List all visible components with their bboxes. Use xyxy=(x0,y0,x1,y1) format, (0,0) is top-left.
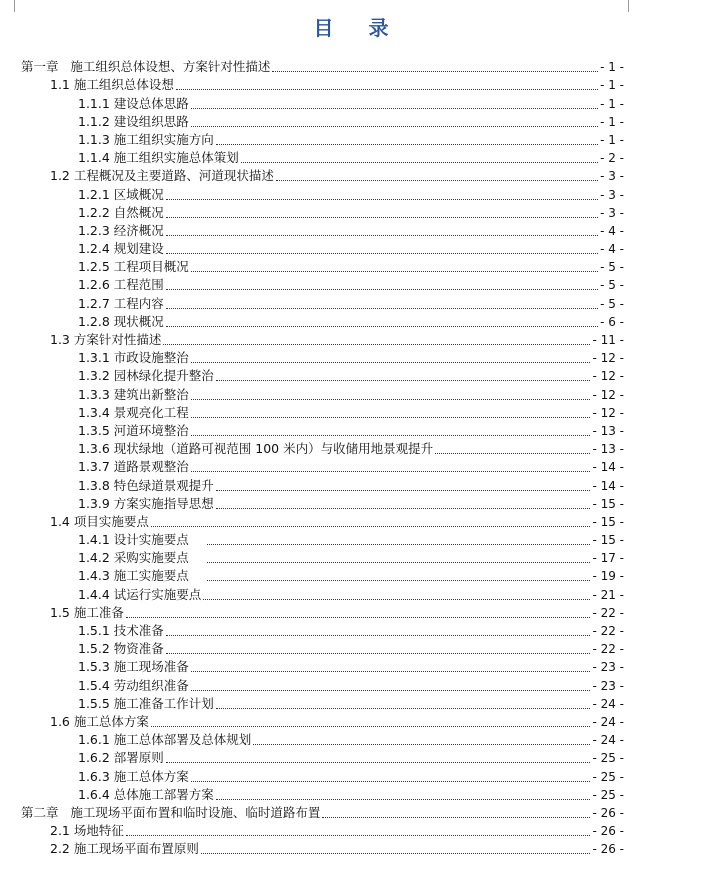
toc-page-number: - 1 - xyxy=(600,132,624,147)
toc-page-number: - 23 - xyxy=(592,660,624,675)
toc-page-number: - 25 - xyxy=(592,751,624,766)
toc-page-number: - 24 - xyxy=(592,696,624,711)
toc-page-number: - 23 - xyxy=(592,678,624,693)
toc-entry-text: 1.3.3 建筑出新整治 xyxy=(78,386,189,402)
toc-dot-leader xyxy=(435,453,590,454)
toc-entry-text: 第二章 施工现场平面布置和临时设施、临时道路布置 xyxy=(21,804,321,820)
toc-entry-text: 1.2.4 规划建设 xyxy=(78,241,164,257)
page-title: 目 录 xyxy=(313,16,403,40)
toc-entry-text: 1.2.1 区域概况 xyxy=(78,186,164,202)
toc-entry-text: 1.4.2 采购实施要点 xyxy=(78,550,205,566)
toc-page-number: - 26 - xyxy=(592,842,624,857)
toc-chapter-entry[interactable] xyxy=(0,804,702,822)
toc-page-number: - 5 - xyxy=(600,278,624,293)
toc-subsection-entry[interactable] xyxy=(0,294,702,312)
toc-dot-leader xyxy=(166,653,591,654)
toc-dot-leader xyxy=(191,671,591,672)
toc-page-number: - 6 - xyxy=(600,314,624,329)
toc-entry-text: 1.3.7 道路景观整治 xyxy=(78,459,189,475)
toc-dot-leader xyxy=(191,435,591,436)
toc-entry-text: 1.4 项目实施要点 xyxy=(50,513,149,529)
toc-entry-text: 1.2.5 工程项目概况 xyxy=(78,259,189,275)
toc-dot-leader xyxy=(216,380,591,381)
toc-dot-leader xyxy=(216,799,591,800)
toc-dot-leader xyxy=(126,617,591,618)
toc-section-entry[interactable] xyxy=(0,840,702,858)
toc-page-number: - 5 - xyxy=(600,296,624,311)
toc-entry-text: 1.1.3 施工组织实施方向 xyxy=(78,131,214,147)
toc-subsection-entry[interactable] xyxy=(0,476,702,494)
toc-dot-leader xyxy=(191,399,591,400)
toc-entry-text: 1.1 施工组织总体设想 xyxy=(50,77,174,93)
toc-dot-leader xyxy=(166,235,598,236)
toc-subsection-entry[interactable] xyxy=(0,422,702,440)
toc-page-number: - 15 - xyxy=(592,496,624,511)
toc-dot-leader xyxy=(166,199,598,200)
toc-entry-text: 1.2.7 工程内容 xyxy=(78,295,164,311)
toc-page-number: - 22 - xyxy=(592,605,624,620)
toc-subsection-entry[interactable] xyxy=(0,258,702,276)
toc-page-number: - 26 - xyxy=(592,824,624,839)
toc-subsection-entry[interactable] xyxy=(0,786,702,804)
page-corner-mark-left xyxy=(14,0,15,12)
toc-page-number: - 22 - xyxy=(592,624,624,638)
toc-entry-text: 1.3.6 现状绿地（道路可视范围 100 米内）与收储用地景观提升 xyxy=(78,441,434,457)
toc-subsection-entry[interactable] xyxy=(0,495,702,513)
toc-section-entry[interactable] xyxy=(0,331,702,349)
toc-page-number: - 15 - xyxy=(592,514,624,529)
toc-subsection-entry[interactable] xyxy=(0,549,702,567)
toc-page-number: - 13 - xyxy=(592,423,624,438)
toc-dot-leader xyxy=(166,326,598,327)
table-of-contents xyxy=(0,58,702,858)
toc-page-number: - 25 - xyxy=(592,787,624,802)
toc-page-number: - 24 - xyxy=(592,733,624,748)
toc-page-number: - 19 - xyxy=(592,569,624,584)
toc-entry-text: 1.6.3 施工总体方案 xyxy=(78,768,189,784)
toc-entry-text: 1.2.2 自然概况 xyxy=(78,204,164,220)
toc-dot-leader xyxy=(191,690,591,691)
toc-entry-text: 1.3.9 方案实施指导思想 xyxy=(78,495,214,511)
toc-subsection-entry[interactable] xyxy=(0,440,702,458)
toc-entry-text: 1.5.4 劳动组织准备 xyxy=(78,677,189,693)
toc-entry-text: 1.3.8 特色绿道景观提升 xyxy=(78,477,214,493)
toc-dot-leader xyxy=(216,508,591,509)
toc-subsection-entry[interactable] xyxy=(0,204,702,222)
toc-dot-leader xyxy=(151,726,591,727)
toc-dot-leader xyxy=(203,599,590,600)
toc-dot-leader xyxy=(216,144,598,145)
toc-page-number: - 3 - xyxy=(600,205,624,220)
toc-section-entry[interactable] xyxy=(0,822,702,840)
toc-page-number: - 15 - xyxy=(592,533,624,548)
toc-page-number: - 12 - xyxy=(592,405,624,420)
toc-subsection-entry[interactable] xyxy=(0,367,702,385)
toc-subsection-entry[interactable] xyxy=(0,149,702,167)
toc-entry-text: 第一章 施工组织总体设想、方案针对性描述 xyxy=(21,59,271,75)
toc-dot-leader xyxy=(191,781,591,782)
toc-page-number: - 12 - xyxy=(592,369,624,384)
toc-entry-text: 1.3.4 景观亮化工程 xyxy=(78,404,189,420)
toc-entry-text: 1.3.2 园林绿化提升整治 xyxy=(78,368,214,384)
toc-subsection-entry[interactable] xyxy=(0,767,702,785)
toc-section-entry[interactable] xyxy=(0,604,702,622)
toc-subsection-entry[interactable] xyxy=(0,404,702,422)
toc-dot-leader xyxy=(176,89,598,90)
toc-entry-text: 1.2 工程概况及主要道路、河道现状描述 xyxy=(50,168,274,184)
toc-dot-leader xyxy=(191,417,591,418)
toc-subsection-entry[interactable] xyxy=(0,113,702,131)
toc-entry-text: 1.5.5 施工准备工作计划 xyxy=(78,695,214,711)
toc-entry-text: 1.6.2 部署原则 xyxy=(78,750,164,766)
toc-page-number: - 14 - xyxy=(592,460,624,475)
toc-section-entry[interactable] xyxy=(0,167,702,185)
toc-entry-text: 1.1.1 建设总体思路 xyxy=(78,95,189,111)
toc-entry-text: 2.1 场地特征 xyxy=(50,823,124,839)
toc-section-entry[interactable] xyxy=(0,713,702,731)
toc-page-number: - 21 - xyxy=(592,587,624,602)
toc-page-number: - 3 - xyxy=(600,187,624,202)
toc-entry-text: 2.2 施工现场平面布置原则 xyxy=(50,841,199,857)
toc-dot-leader xyxy=(166,762,591,763)
toc-dot-leader xyxy=(166,289,598,290)
toc-page-number: - 1 - xyxy=(600,96,624,111)
toc-subsection-entry[interactable] xyxy=(0,131,702,149)
toc-dot-leader xyxy=(322,817,590,818)
toc-page-number: - 26 - xyxy=(592,805,624,820)
toc-subsection-entry[interactable] xyxy=(0,731,702,749)
toc-subsection-entry[interactable] xyxy=(0,749,702,767)
toc-dot-leader xyxy=(207,544,591,545)
toc-subsection-entry[interactable] xyxy=(0,658,702,676)
toc-entry-text: 1.2.8 现状概况 xyxy=(78,313,164,329)
toc-page-number: - 22 - xyxy=(592,642,624,657)
toc-subsection-entry[interactable] xyxy=(0,385,702,403)
toc-dot-leader xyxy=(191,471,591,472)
toc-entry-text: 1.1.4 施工组织实施总体策划 xyxy=(78,150,239,166)
toc-dot-leader xyxy=(253,744,590,745)
toc-dot-leader xyxy=(191,271,598,272)
toc-dot-leader xyxy=(191,362,591,363)
toc-dot-leader xyxy=(163,344,590,345)
toc-page-number: - 1 - xyxy=(600,114,624,129)
toc-entry-text: 1.1.2 建设组织思路 xyxy=(78,113,189,129)
toc-dot-leader xyxy=(276,180,598,181)
toc-page-number: - 4 - xyxy=(600,223,624,238)
toc-page-number: - 3 - xyxy=(600,169,624,184)
toc-entry-text: 1.3.5 河道环境整治 xyxy=(78,422,189,438)
toc-page-number: - 17 - xyxy=(592,551,624,566)
toc-subsection-entry[interactable] xyxy=(0,531,702,549)
toc-dot-leader xyxy=(166,308,598,309)
toc-page-number: - 14 - xyxy=(592,478,624,493)
toc-subsection-entry[interactable] xyxy=(0,276,702,294)
toc-entry-text: 1.5.3 施工现场准备 xyxy=(78,659,189,675)
toc-dot-leader xyxy=(216,490,591,491)
toc-dot-leader xyxy=(166,217,598,218)
toc-dot-leader xyxy=(191,108,598,109)
toc-subsection-entry[interactable] xyxy=(0,94,702,112)
toc-subsection-entry[interactable] xyxy=(0,676,702,694)
toc-entry-text: 1.4.1 设计实施要点 xyxy=(78,532,205,548)
toc-page-number: - 1 - xyxy=(600,78,624,93)
toc-page-number: - 24 - xyxy=(592,714,624,729)
toc-page-number: - 25 - xyxy=(592,769,624,784)
toc-subsection-entry[interactable] xyxy=(0,313,702,331)
toc-subsection-entry[interactable] xyxy=(0,458,702,476)
toc-chapter-entry[interactable] xyxy=(0,58,702,76)
toc-page-number: - 12 - xyxy=(592,387,624,402)
toc-entry-text: 1.6.4 总体施工部署方案 xyxy=(78,786,214,802)
toc-page-number: - 4 - xyxy=(600,242,624,257)
toc-entry-text: 1.6 施工总体方案 xyxy=(50,713,149,729)
toc-page-number: - 13 - xyxy=(592,442,624,457)
toc-entry-text: 1.5.1 技术准备 xyxy=(78,623,164,638)
toc-page-number: - 1 - xyxy=(600,60,624,75)
toc-dot-leader xyxy=(126,835,591,836)
toc-page-number: - 11 - xyxy=(592,333,624,347)
toc-page-number: - 2 - xyxy=(600,151,624,166)
toc-entry-text: 1.3 方案针对性描述 xyxy=(50,332,162,347)
toc-entry-text: 1.3.1 市政设施整治 xyxy=(78,350,189,366)
toc-subsection-entry[interactable] xyxy=(0,585,702,603)
toc-dot-leader xyxy=(207,580,591,581)
toc-dot-leader xyxy=(241,162,598,163)
toc-entry-text: 1.4.4 试运行实施要点 xyxy=(78,586,202,602)
toc-dot-leader xyxy=(166,253,598,254)
toc-entry-text: 1.6.1 施工总体部署及总体规划 xyxy=(78,732,252,748)
toc-entry-text: 1.2.3 经济概况 xyxy=(78,222,164,238)
toc-dot-leader xyxy=(191,126,598,127)
toc-dot-leader xyxy=(201,853,591,854)
toc-dot-leader xyxy=(207,562,591,563)
toc-entry-text: 1.5 施工准备 xyxy=(50,604,124,620)
toc-subsection-entry[interactable] xyxy=(0,622,702,640)
toc-subsection-entry[interactable] xyxy=(0,695,702,713)
toc-entry-text: 1.4.3 施工实施要点 xyxy=(78,568,205,584)
toc-subsection-entry[interactable] xyxy=(0,240,702,258)
toc-dot-leader xyxy=(166,635,591,636)
toc-dot-leader xyxy=(216,708,591,709)
toc-subsection-entry[interactable] xyxy=(0,185,702,203)
toc-page-number: - 5 - xyxy=(600,260,624,275)
toc-section-entry[interactable] xyxy=(0,76,702,94)
toc-subsection-entry[interactable] xyxy=(0,640,702,658)
toc-dot-leader xyxy=(272,71,598,72)
toc-page-number: - 12 - xyxy=(592,351,624,366)
toc-subsection-entry[interactable] xyxy=(0,349,702,367)
toc-entry-text: 1.2.6 工程范围 xyxy=(78,277,164,293)
toc-subsection-entry[interactable] xyxy=(0,567,702,585)
toc-section-entry[interactable] xyxy=(0,513,702,531)
page-corner-mark-right xyxy=(628,0,629,12)
toc-subsection-entry[interactable] xyxy=(0,222,702,240)
toc-dot-leader xyxy=(151,526,591,527)
toc-entry-text: 1.5.2 物资准备 xyxy=(78,641,164,657)
